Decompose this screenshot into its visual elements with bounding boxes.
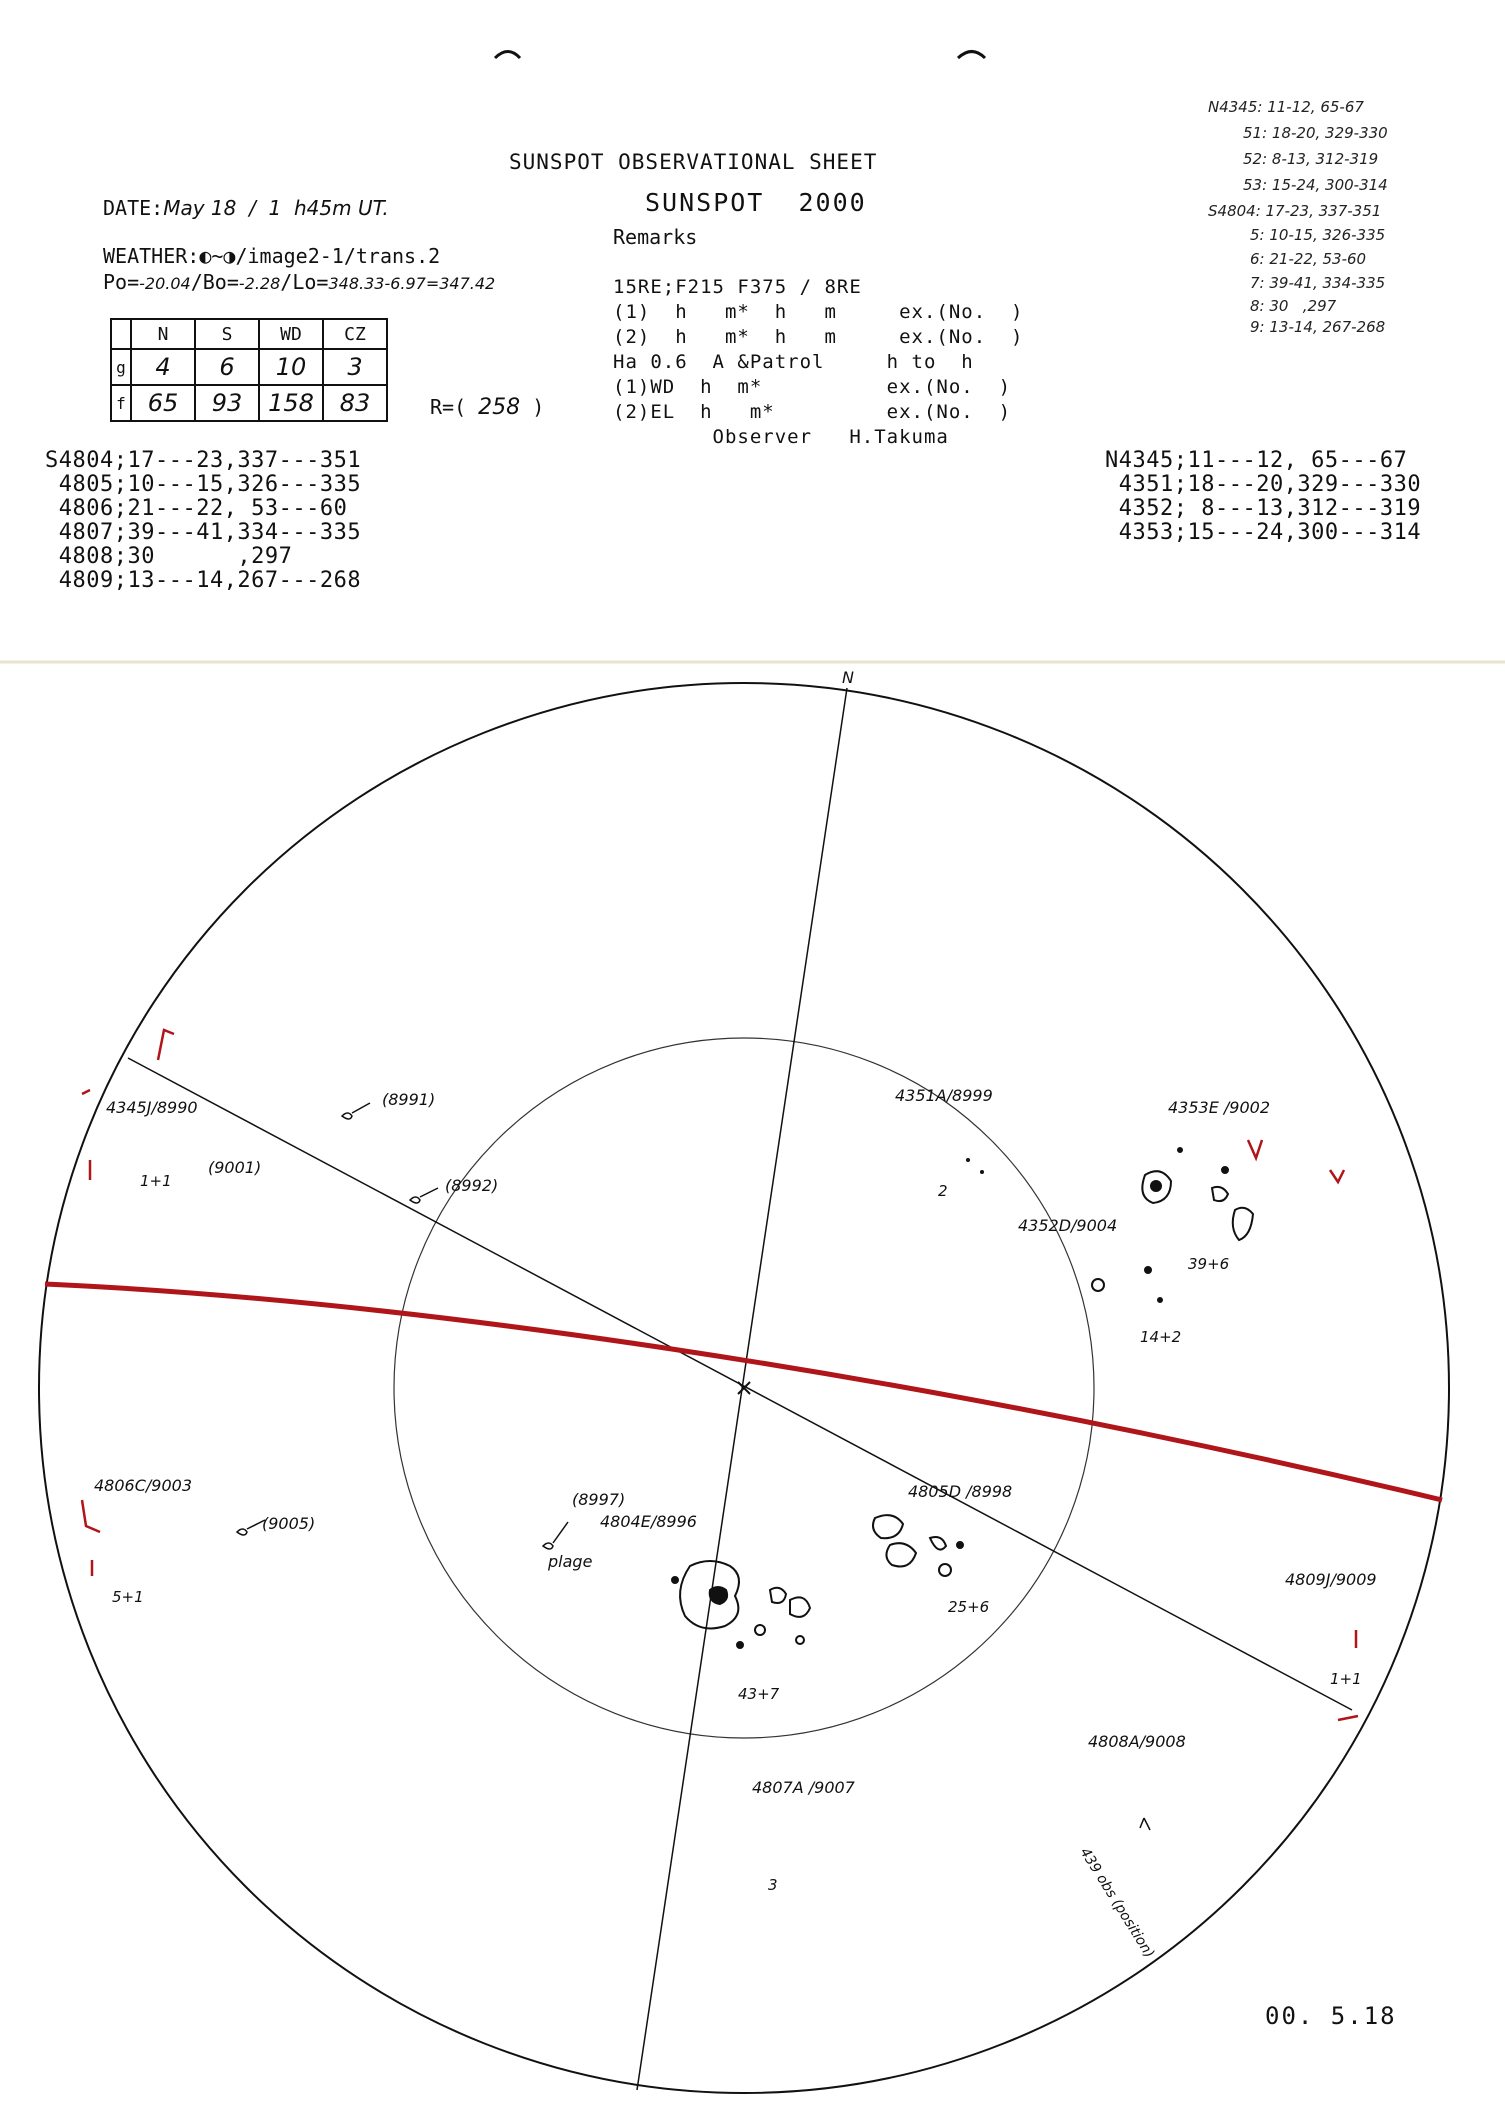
- group-label-4807A: 4807A /9007: [752, 1778, 855, 1797]
- bo-label: /Bo=: [190, 270, 239, 294]
- south-group-2: 4805;10---15,326---335: [45, 472, 362, 497]
- weather-value: ◐~◑/image2-1/trans.2: [199, 244, 441, 268]
- note-5: S4804: 17-23, 337-351: [1208, 202, 1382, 220]
- count-g-wd: 10: [259, 349, 323, 385]
- r-label: R=(: [430, 395, 467, 419]
- north-marker: N: [842, 668, 854, 687]
- group-label-4804E: 4804E/8996: [600, 1512, 697, 1531]
- group-label-4351A: 4351A/8999: [895, 1086, 993, 1105]
- group-count-4345J: 1+1: [140, 1172, 172, 1190]
- r-close: ): [532, 395, 545, 419]
- group-count-4352D: 14+2: [1140, 1328, 1182, 1346]
- binder-mark-left: [495, 52, 520, 59]
- count-g-s: 6: [195, 349, 259, 385]
- group-label-4352D: 4352D/9004: [1018, 1216, 1118, 1235]
- group-label-9001: (9001): [208, 1158, 262, 1177]
- counts-col-cz: CZ: [323, 319, 387, 349]
- remark-line-5: (1)WD h m* ex.(No. ): [613, 376, 1012, 398]
- count-g-n: 4: [131, 349, 195, 385]
- count-f-cz: 83: [323, 385, 387, 421]
- note-7: 6: 21-22, 53-60: [1250, 250, 1367, 268]
- counts-col-wd: WD: [259, 319, 323, 349]
- group-count-4806C: 5+1: [112, 1588, 144, 1606]
- north-group-4: 4353;15---24,300---314: [1105, 520, 1422, 545]
- group-label-8997: (8997): [572, 1490, 626, 1509]
- red-limb-marks: [82, 1030, 1358, 1720]
- red-equator-line: [45, 1284, 1442, 1500]
- remarks-label: Remarks: [613, 225, 698, 249]
- count-g-cz: 3: [323, 349, 387, 385]
- group-label-4806C: 4806C/9003: [94, 1476, 192, 1495]
- count-f-wd: 158: [259, 385, 323, 421]
- lo-label: /Lo=: [280, 270, 329, 294]
- weather-label: WEATHER:: [103, 244, 200, 268]
- plage-label: plage: [548, 1552, 593, 1571]
- group-count-4351A: 2: [938, 1182, 948, 1200]
- remark-line-7: Observer H.Takuma: [613, 426, 949, 448]
- group-label-8991: (8991): [382, 1090, 436, 1109]
- group-label-4808A: 4808A/9008: [1088, 1732, 1186, 1751]
- note-6: 5: 10-15, 326-335: [1250, 226, 1386, 244]
- north-group-2: 4351;18---20,329---330: [1105, 472, 1422, 497]
- pore-symbols: [237, 1103, 1150, 1830]
- sheet-title: SUNSPOT OBSERVATIONAL SHEET: [509, 150, 878, 174]
- counts-col-s: S: [195, 319, 259, 349]
- note-8: 7: 39-41, 334-335: [1250, 274, 1386, 292]
- sunspot-group-4353E: [1142, 1148, 1253, 1240]
- group-label-4353E: 4353E /9002: [1168, 1098, 1271, 1117]
- po-label: Po=: [103, 270, 140, 294]
- note-3: 52: 8-13, 312-319: [1243, 150, 1379, 168]
- south-group-6: 4809;13---14,267---268: [45, 568, 362, 593]
- sunspot-group-4805D: [873, 1515, 963, 1576]
- sunspot-group-4351A: [966, 1158, 984, 1174]
- date-stamp: 00. 5.18: [1265, 2002, 1397, 2030]
- south-group-5: 4808;30 ,297: [45, 544, 293, 569]
- group-label-8992: (8992): [445, 1176, 499, 1195]
- group-label-9005: (9005): [262, 1514, 316, 1533]
- counts-col-n: N: [131, 319, 195, 349]
- group-count-4807A: 3: [768, 1876, 778, 1894]
- row-label-g: g: [111, 349, 131, 385]
- group-count-4805D: 25+6: [948, 1598, 990, 1616]
- note-2: 51: 18-20, 329-330: [1243, 124, 1388, 142]
- south-group-3: 4806;21---22, 53---60: [45, 496, 348, 521]
- binder-mark-right: [958, 52, 985, 59]
- group-label-4805D: 4805D /8998: [908, 1482, 1013, 1501]
- south-group-4: 4807;39---41,334---335: [45, 520, 362, 545]
- north-group-1: N4345;11---12, 65---67: [1105, 448, 1408, 473]
- row-label-f: f: [111, 385, 131, 421]
- sunspot-group-4352D: [1092, 1267, 1162, 1302]
- remark-line-4: Ha 0.6 A &Patrol h to h: [613, 351, 974, 373]
- remark-line-2: (1) h m* h m ex.(No. ): [613, 301, 1024, 323]
- group-count-4353E: 39+6: [1188, 1255, 1230, 1273]
- po-value: -20.04: [139, 274, 191, 293]
- bo-value: -2.28: [238, 274, 281, 293]
- south-group-1: S4804;17---23,337---351: [45, 448, 362, 473]
- note-1: N4345: 11-12, 65-67: [1208, 98, 1364, 116]
- remark-line-3: (2) h m* h m ex.(No. ): [613, 326, 1024, 348]
- date-label: DATE:: [103, 196, 164, 220]
- count-f-s: 93: [195, 385, 259, 421]
- north-group-3: 4352; 8---13,312---319: [1105, 496, 1422, 521]
- group-label-4345J: 4345J/8990: [106, 1098, 198, 1117]
- note-10: 9: 13-14, 267-268: [1250, 318, 1386, 336]
- group-count-4809J: 1+1: [1330, 1670, 1362, 1688]
- position-note: 439 obs (position): [1076, 1845, 1158, 1961]
- remark-line-6: (2)EL h m* ex.(No. ): [613, 401, 1012, 423]
- lo-value: 348.33-6.97=347.42: [328, 274, 496, 293]
- note-9: 8: 30 ,297: [1250, 297, 1337, 315]
- sheet-subtitle: SUNSPOT 2000: [645, 188, 867, 217]
- group-label-4809J: 4809J/9009: [1285, 1570, 1377, 1589]
- r-value: 258: [478, 395, 521, 420]
- sunspot-group-4804E: [672, 1561, 810, 1648]
- group-count-4804E: 43+7: [738, 1685, 780, 1703]
- count-f-n: 65: [131, 385, 195, 421]
- date-value: May 18 / 1 h45m UT.: [163, 196, 389, 220]
- remark-line-1: 15RE;F215 F375 / 8RE: [613, 276, 862, 298]
- note-4: 53: 15-24, 300-314: [1243, 176, 1388, 194]
